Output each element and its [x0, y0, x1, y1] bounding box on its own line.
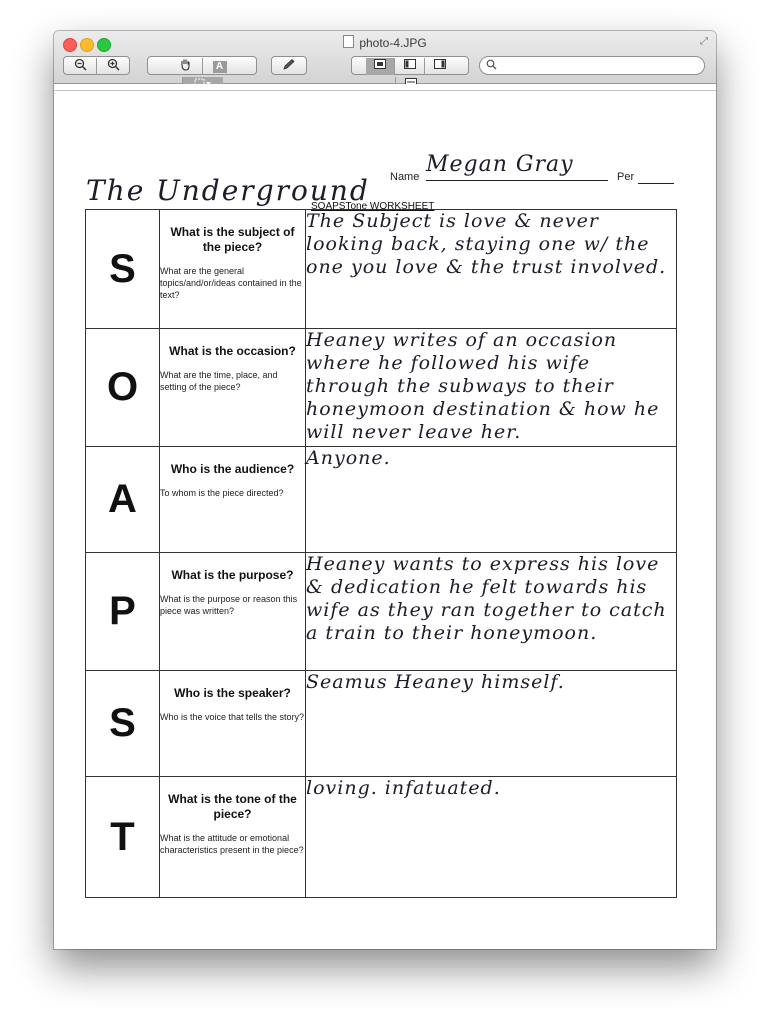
row-question-cell	[160, 329, 306, 447]
zoom-out-button[interactable]	[64, 58, 96, 75]
name-label: Name	[390, 171, 420, 183]
row-letter: S	[86, 210, 160, 329]
title-bar	[54, 31, 716, 84]
question-heading: What is the purpose?	[171, 568, 294, 582]
window-title	[54, 35, 716, 50]
answer-text: Anyone.	[306, 447, 677, 553]
sidebar-icon	[434, 59, 446, 69]
table-row	[86, 210, 677, 329]
text-select-icon: A	[213, 61, 227, 73]
question-heading: What is the subject of the piece?	[170, 225, 295, 254]
row-question-cell	[160, 553, 306, 671]
question-heading: What is the tone of the piece?	[168, 792, 297, 821]
row-letter: O	[86, 329, 160, 447]
answer-text: loving. infatuated.	[306, 777, 677, 898]
document-image	[54, 84, 716, 949]
question-prompt: To whom is the piece directed?	[160, 488, 284, 498]
thumbnails-icon	[404, 59, 416, 69]
per-label: Per	[617, 171, 635, 183]
question-prompt: What are the time, place, and setting of the piece?	[160, 370, 278, 392]
tool-segment	[147, 56, 257, 75]
zoom-in-button[interactable]	[96, 58, 129, 75]
single-page-icon	[374, 59, 386, 69]
search-field[interactable]	[479, 56, 705, 75]
view-thumbnails-button[interactable]	[394, 58, 424, 75]
row-letter: T	[86, 777, 160, 898]
question-heading: Who is the audience?	[170, 462, 295, 476]
hand-icon	[179, 58, 192, 71]
fullscreen-icon[interactable]: ⤢	[700, 36, 708, 47]
table-row	[86, 777, 677, 898]
preview-window	[54, 31, 716, 949]
answer-text: Heaney wants to express his love & dedication he felt towards his wife as they ran together to catch a train to their honeymoon.	[306, 553, 677, 671]
question-heading: What is the occasion?	[169, 344, 296, 358]
answer-text: Heaney writes of an occasion where he followed his wife through the subways to their honeymoon destination & how he will never leave her.	[306, 329, 677, 447]
scan-edge-line	[54, 90, 716, 91]
zoom-segment	[63, 56, 130, 75]
row-letter: S	[86, 671, 160, 777]
row-letter: P	[86, 553, 160, 671]
row-question-cell	[160, 777, 306, 898]
row-question-cell	[160, 447, 306, 553]
search-icon	[486, 59, 497, 70]
row-question-cell	[160, 671, 306, 777]
markup-button[interactable]	[271, 56, 307, 75]
hand-tool-button[interactable]	[168, 58, 202, 75]
question-prompt: What is the purpose or reason this piece was written?	[160, 594, 298, 616]
question-prompt: What is the attitude or emotional characteristics present in the piece?	[160, 833, 304, 855]
worksheet-title: SOAPSTone WORKSHEET	[311, 201, 435, 212]
magnifier-plus-icon	[107, 58, 120, 71]
view-single-button[interactable]	[366, 58, 394, 75]
question-heading: Who is the speaker?	[174, 686, 291, 700]
view-sidebar-button[interactable]	[424, 58, 454, 75]
file-name: photo-4.JPG	[359, 36, 427, 50]
text-select-button[interactable]	[202, 58, 236, 75]
row-letter: A	[86, 447, 160, 553]
question-prompt: Who is the voice that tells the story?	[160, 712, 305, 722]
question-prompt: What are the general topics/and/or/ideas contained in the text?	[160, 266, 302, 300]
table-row	[86, 329, 677, 447]
table-row	[86, 447, 677, 553]
image-file-icon	[343, 35, 354, 48]
pen-icon	[282, 58, 296, 71]
table-row	[86, 671, 677, 777]
magnifier-minus-icon	[74, 58, 87, 71]
row-question-cell	[160, 210, 306, 329]
soapstone-table	[85, 209, 677, 898]
name-value: Megan Gray	[426, 152, 608, 181]
table-row	[86, 553, 677, 671]
per-blank	[638, 183, 674, 184]
handwritten-title: The Underground	[86, 174, 370, 207]
answer-text: Seamus Heaney himself.	[306, 671, 677, 777]
answer-text: The Subject is love & never looking back, staying one w/ the one you love & the trust involved.	[306, 210, 677, 329]
view-segment	[351, 56, 469, 75]
